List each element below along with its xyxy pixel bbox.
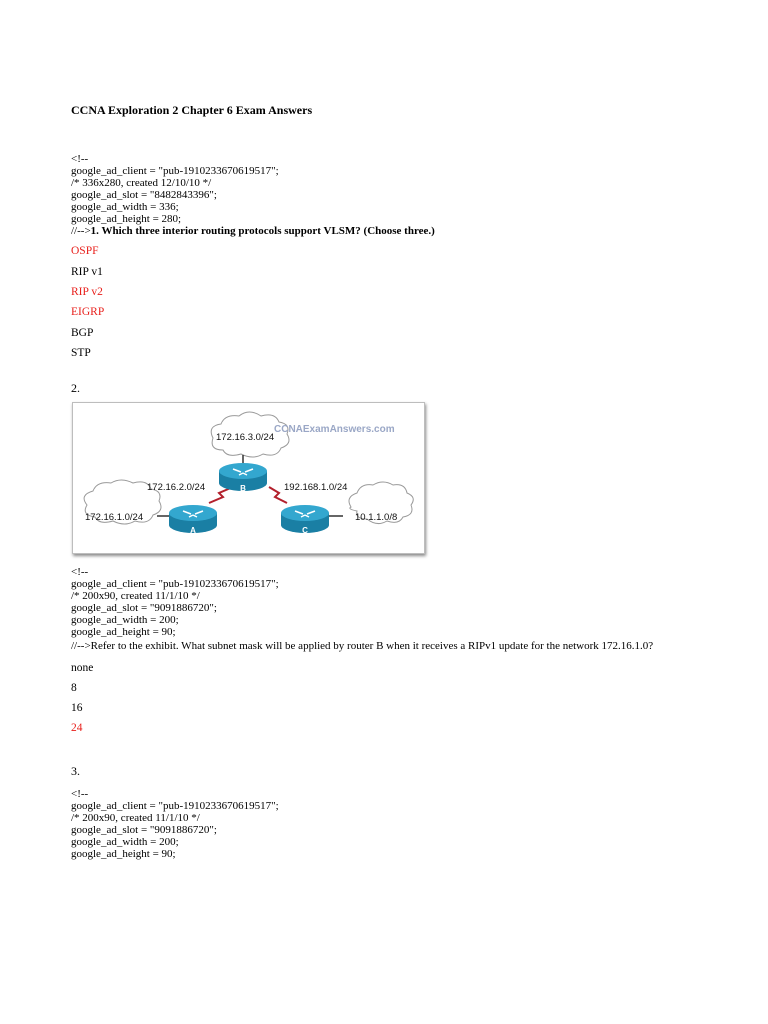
- ad-code-line: google_ad_slot = "8482843396";: [71, 189, 217, 201]
- network-exhibit: [72, 402, 425, 554]
- answer-option: EIGRP: [71, 306, 105, 318]
- ad-code-line: /* 200x90, created 11/1/10 */: [71, 812, 200, 824]
- ad-code-line: google_ad_client = "pub-1910233670619517";: [71, 578, 279, 590]
- router-b-label: B: [240, 484, 246, 493]
- router-a-icon: [169, 505, 217, 535]
- router-a-label: A: [190, 526, 196, 535]
- ad-code-line: /* 200x90, created 11/1/10 */: [71, 590, 200, 602]
- answer-option: OSPF: [71, 245, 99, 257]
- ad-code-close: //-->: [71, 640, 91, 652]
- question-3-number: 3.: [71, 764, 80, 778]
- network-label: 192.168.1.0/24: [284, 482, 348, 493]
- router-c-icon: [281, 505, 329, 535]
- answer-option: 24: [71, 722, 83, 734]
- ad-code-line: <!--: [71, 788, 89, 800]
- router-b-icon: [219, 463, 267, 493]
- answer-option: RIP v1: [71, 266, 103, 278]
- question-1-line: [71, 225, 435, 237]
- answer-option: none: [71, 662, 94, 674]
- answer-option: STP: [71, 347, 91, 359]
- ad-code-line: google_ad_width = 200;: [71, 836, 179, 848]
- question-2-line: [71, 640, 653, 652]
- router-c-label: C: [302, 526, 308, 535]
- ad-code-close: //-->: [71, 225, 91, 237]
- ad-code-line: google_ad_width = 336;: [71, 201, 179, 213]
- ad-code-line: /* 336x280, created 12/10/10 */: [71, 177, 212, 189]
- ad-code-line: google_ad_height = 90;: [71, 848, 176, 860]
- ad-code-line: <!--: [71, 153, 89, 165]
- answer-option: 8: [71, 682, 77, 694]
- ad-code-line: google_ad_height = 280;: [71, 213, 182, 225]
- question-2-text: Refer to the exhibit. What subnet mask will be applied by router B when it receives a RIPv1 update for the network 172.16.1.0?: [90, 640, 654, 652]
- answer-option: RIP v2: [71, 286, 103, 298]
- ad-code-line: google_ad_slot = "9091886720";: [71, 602, 217, 614]
- ad-code-line: google_ad_height = 90;: [71, 626, 176, 638]
- watermark: CCNAExamAnswers.com: [274, 424, 395, 435]
- ad-code-line: google_ad_client = "pub-1910233670619517";: [71, 165, 279, 177]
- ad-code-line: <!--: [71, 566, 89, 578]
- network-diagram: [73, 403, 424, 553]
- network-label: 10.1.1.0/8: [355, 512, 398, 523]
- network-label: 172.16.1.0/24: [85, 512, 144, 523]
- answer-option: 16: [71, 702, 83, 714]
- question-2-number: 2.: [71, 381, 80, 395]
- ad-code-line: google_ad_client = "pub-1910233670619517";: [71, 800, 279, 812]
- answer-option: BGP: [71, 327, 94, 339]
- ad-code-line: google_ad_slot = "9091886720";: [71, 824, 217, 836]
- ad-code-line: google_ad_width = 200;: [71, 614, 179, 626]
- network-label: 172.16.3.0/24: [216, 432, 275, 443]
- page-title: CCNA Exploration 2 Chapter 6 Exam Answers: [71, 103, 313, 117]
- question-1-text: 1. Which three interior routing protocols support VLSM? (Choose three.): [90, 225, 435, 237]
- network-label: 172.16.2.0/24: [147, 482, 206, 493]
